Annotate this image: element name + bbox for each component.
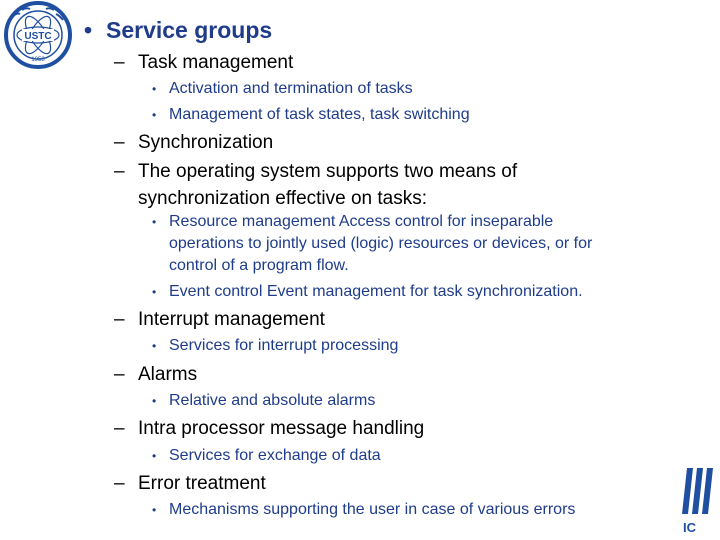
list-item-text: Interrupt management	[138, 309, 325, 330]
bullet-dot-icon: •	[152, 503, 157, 517]
dash-bullet-icon: –	[114, 418, 125, 439]
heading-text: Service groups	[106, 17, 273, 43]
dash-bullet-icon: –	[114, 52, 125, 73]
sub-list-item-text: Management of task states, task switching	[169, 106, 470, 123]
sub-list-item-text: Services for exchange of data	[169, 447, 381, 464]
dash-bullet-icon: –	[114, 132, 125, 153]
ustc-logo	[0, 0, 76, 70]
svg-text:1958: 1958	[31, 57, 45, 63]
dash-bullet-icon: –	[114, 364, 125, 385]
sub-list-item-text: Relative and absolute alarms	[169, 392, 376, 409]
bullet-dot-icon: •	[152, 339, 157, 353]
svg-text:USTC: USTC	[24, 31, 52, 42]
bullet-dot-icon: •	[84, 17, 93, 43]
bullet-dot-icon: •	[152, 108, 157, 122]
svg-text:IC: IC	[683, 520, 696, 535]
dash-bullet-icon: –	[114, 473, 125, 494]
sub-list-item-text: Services for interrupt processing	[169, 337, 399, 354]
sub-list-item-text: Resource management Access control for inseparable operations to jointly used (logic) resources or devices, or for control of a program flow.	[169, 213, 593, 274]
sub-list-item-text: Event control Event management for task synchronization.	[169, 283, 583, 300]
bullet-dot-icon: •	[152, 215, 157, 229]
bullet-dot-icon: •	[152, 285, 157, 299]
sub-list-item-text: Activation and termination of tasks	[169, 80, 413, 97]
corner-logo-icon	[681, 466, 720, 540]
bullet-dot-icon: •	[152, 82, 157, 96]
list-item-text: Task management	[138, 52, 294, 73]
dash-bullet-icon: –	[114, 309, 125, 330]
dash-bullet-icon: –	[114, 161, 125, 182]
list-item-text: The operating system supports two means of synchronization effective on tasks:	[138, 161, 518, 209]
slide-heading	[84, 17, 272, 44]
sub-list-item-text: Mechanisms supporting the user in case of various errors	[169, 501, 576, 518]
list-item-text: Error treatment	[138, 473, 266, 494]
list-item-text: Synchronization	[138, 132, 274, 153]
bullet-dot-icon: •	[152, 394, 157, 408]
bullet-dot-icon: •	[152, 449, 157, 463]
list-item-text: Alarms	[138, 364, 198, 385]
list-item-text: Intra processor message handling	[138, 418, 425, 439]
